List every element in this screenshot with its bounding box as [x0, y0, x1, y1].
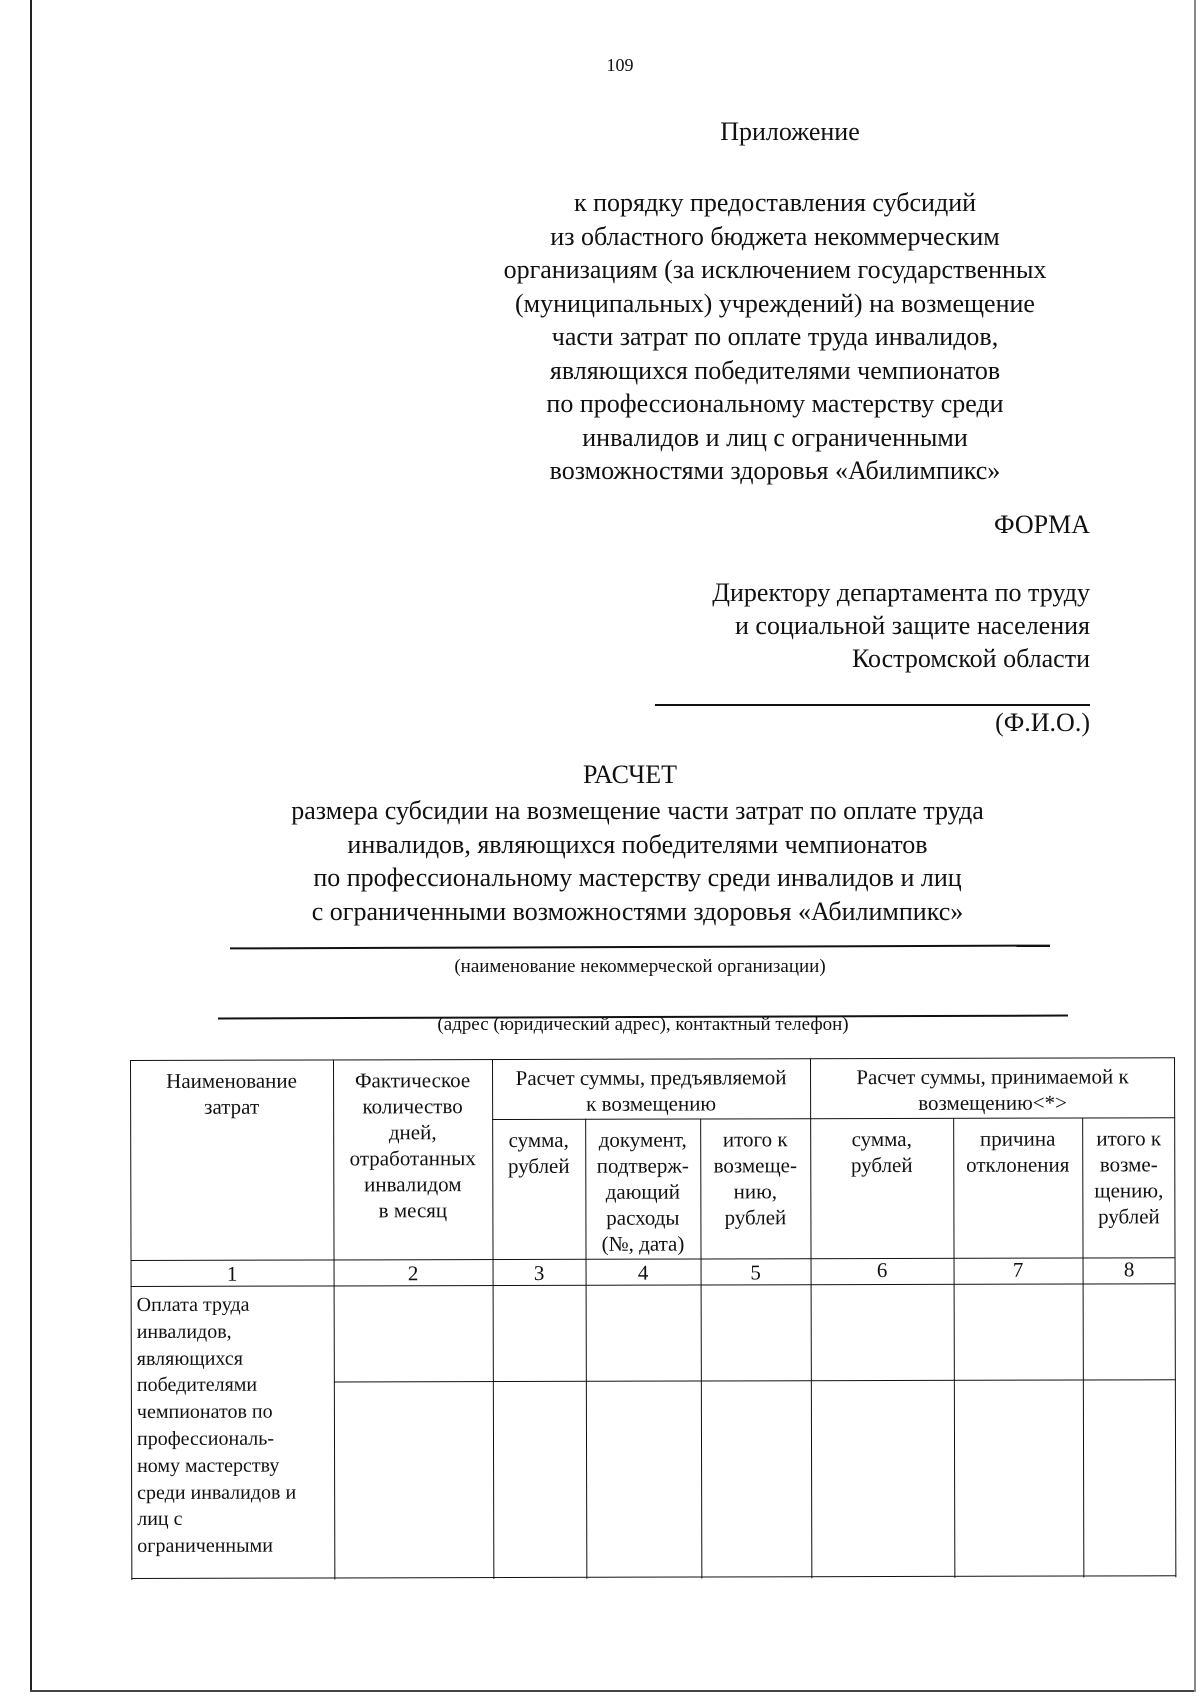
group-header-divider [492, 1117, 1175, 1120]
addressee-line: и социальной защите населения [734, 611, 1090, 640]
header-col6: сумма, рублей [850, 1126, 913, 1178]
data-row-divider [334, 1379, 1176, 1383]
page-frame-left [30, 0, 32, 1690]
fio-caption: (Ф.И.О.) [995, 708, 1090, 737]
appendix-line: являющихся победителями чемпионатов [549, 355, 1001, 385]
appendix-line: (муниципальных) учреждений) на возмещение [515, 288, 1035, 318]
table-border-bottom [131, 1575, 1176, 1579]
subtitle-line: размера субсидии на возмещение части затрат по оплате труда [291, 796, 984, 825]
appendix-line: инвалидов и лиц с ограниченными [582, 422, 968, 452]
header-col4: документ, подтверж- дающий расходы (№, дата) [596, 1127, 689, 1256]
page-number: 109 [606, 55, 634, 75]
address-caption: (адрес (юридический адрес), контактный телефон) [437, 1014, 849, 1035]
page-frame-right [1194, 0, 1196, 1692]
header-group-claimed: Расчет суммы, предъявляемой к возмещению [515, 1065, 787, 1116]
addressee-line: Костромской области [851, 644, 1090, 673]
appendix-line: возможностями здоровья «Абилимпикс» [549, 456, 1001, 485]
header-col7: причина отклонения [966, 1126, 1070, 1177]
addressee-line: Директору департамента по труду [712, 578, 1090, 607]
calculation-table [130, 1057, 1176, 1580]
table-border-top [130, 1057, 1175, 1061]
row-label-cell: Оплата труда инвалидов, являющихся победителями чемпионатов по профессиональ- ному мастерству среди инвалидов и лиц с ограниченными [136, 1293, 297, 1558]
column-number: 1 [226, 1261, 238, 1286]
column-divider [953, 1118, 956, 1578]
subtitle-line: инвалидов, являющихся победителями чемпионатов [347, 829, 928, 859]
document-title: РАСЧЕТ [583, 760, 677, 789]
appendix-body [460, 186, 1090, 488]
appendix-title: Приложение [720, 117, 860, 146]
header-col1: Наименование затрат [166, 1068, 298, 1119]
appendix-line: из областного бюджета некоммерческим [550, 221, 1000, 251]
header-col2: Фактическое количество дней, отработанных инвалидом в месяц [349, 1068, 476, 1223]
column-number: 5 [750, 1260, 761, 1285]
header-col8: итого к возме- щению, рублей [1094, 1126, 1164, 1229]
appendix-line: по профессиональному мастерству среди [546, 389, 1004, 418]
appendix-line: части затрат по оплате труда инвалидов, [551, 322, 999, 351]
page-frame-bottom [30, 1690, 1195, 1692]
header-col5: итого к возмеще- нию, рублей [713, 1127, 797, 1230]
subtitle-line: с ограниченными возможностями здоровья «Абилимпикс» [311, 896, 964, 926]
organization-caption: (наименование некоммерческой организации) [454, 956, 826, 977]
form-label: ФОРМА [994, 510, 1090, 539]
column-number: 3 [533, 1260, 545, 1285]
appendix-line: организациям (за исключением государственных [503, 255, 1047, 284]
document-subtitle [200, 794, 1075, 928]
appendix-line: к порядку предоставления субсидий [573, 188, 977, 217]
header-group-accepted: Расчет суммы, принимаемой к возмещению<*> [856, 1064, 1129, 1115]
addressee-block [600, 576, 1090, 675]
organization-name-line [230, 945, 1050, 949]
header-col3: сумма, рублей [507, 1127, 570, 1179]
column-number: 4 [637, 1260, 649, 1285]
column-number: 2 [407, 1261, 419, 1286]
subtitle-line: по профессиональному мастерству среди инвалидов и лиц [313, 863, 962, 892]
column-number: 6 [876, 1258, 888, 1283]
column-number: 8 [1123, 1257, 1135, 1282]
table-border-left [130, 1060, 133, 1580]
column-number: 7 [1012, 1257, 1024, 1282]
fio-signature-line [655, 704, 1090, 706]
